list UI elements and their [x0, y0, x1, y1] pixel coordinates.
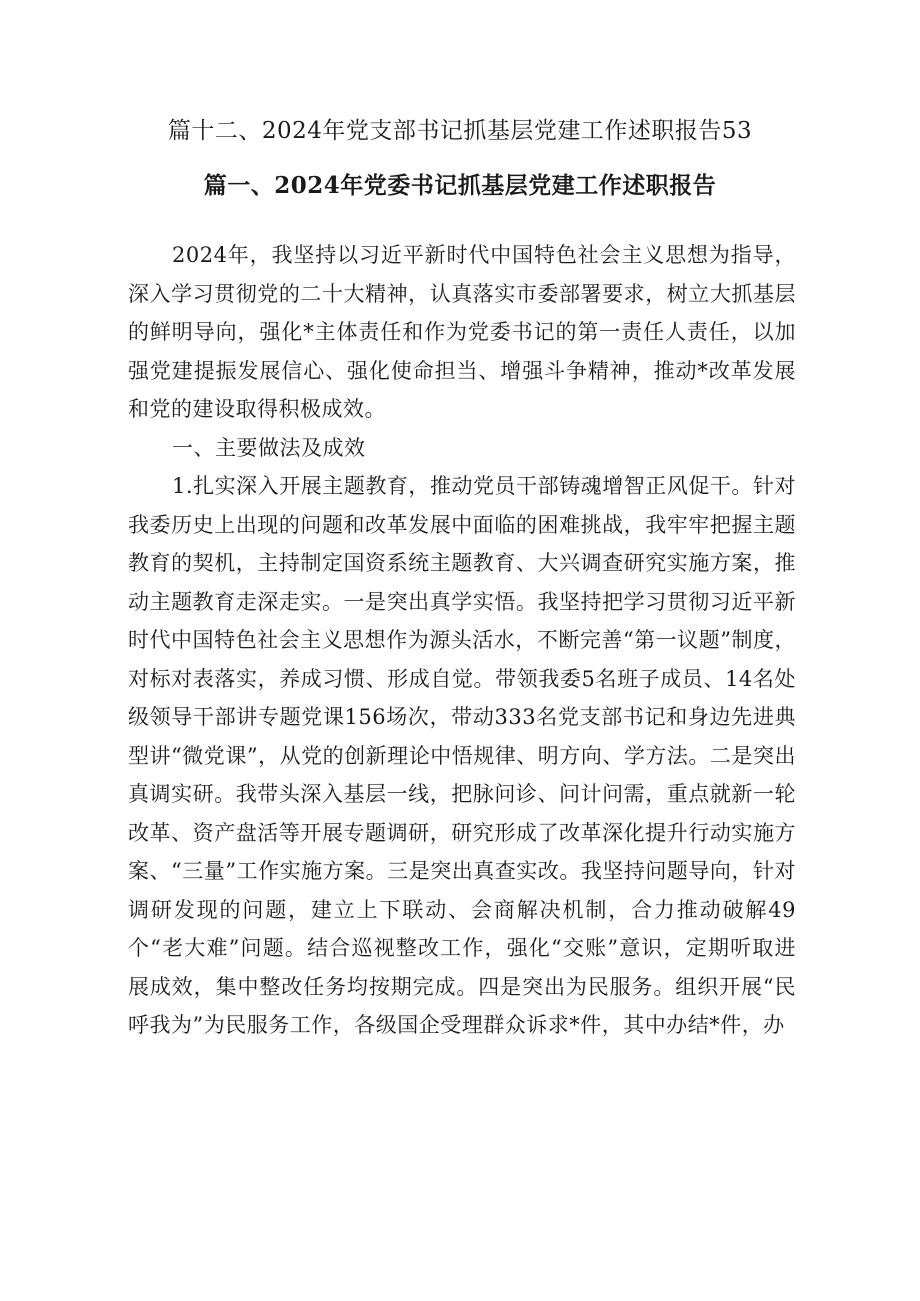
section-heading: 一、主要做法及成效 — [172, 435, 366, 460]
intro-paragraph: 2024年，我坚持以习近平新时代中国特色社会主义思想为指导，深入学习贯彻党的二十大精神，认真落实市委部署要求，树立大抓基层的鲜明导向，强化*主体责任和作为党委书记的第一责任人责任，以加强党建提振发展信心、强化使命担当、增强斗争精神，推动*改革发展和党的建设取得积极成效。 — [128, 243, 796, 421]
report-body — [128, 236, 796, 1045]
section-title: 篇一、2024年党委书记抓基层党建工作述职报告 — [203, 172, 717, 199]
body-paragraph: 1.扎实深入开展主题教育，推动党员干部铸魂增智正风促干。针对我委历史上出现的问题和改革发展中面临的困难挑战，我牢牢把握主题教育的契机，主持制定国资系统主题教育、大兴调查研究实施方案，推动主题教育走深走实。一是突出真学实悟。我坚持把学习贯彻习近平新时代中国特色社会主义思想作为源头活水，不断完善“第一议题”制度，对标对表落实，养成习惯、形成自觉。带领我委5名班子成员、14名处级领导干部讲专题党课156场次，带动333名党支部书记和身边先进典型讲“微党课”，从党的创新理论中悟规律、明方向、学方法。二是突出真调实研。我带头深入基层一线，把脉问诊、问计问需，重点就新一轮改革、资产盘活等开展专题调研，研究形成了改革深化提升行动实施方案、“三量”工作实施方案。三是突出真查实改。我坚持问题导向，针对调研发现的问题，建立上下联动、会商解决机制，合力推动破解49个“老大难”问题。结合巡视整改工作，强化“交账”意识，定期听取进展成效，集中整改任务均按期完成。四是突出为民服务。组织开展“民呼我为”为民服务工作，各级国企受理群众诉求*件，其中办结*件，办 — [128, 474, 796, 1037]
toc-entry-twelve: 篇十二、2024年党支部书记抓基层党建工作述职报告53 — [167, 118, 753, 144]
